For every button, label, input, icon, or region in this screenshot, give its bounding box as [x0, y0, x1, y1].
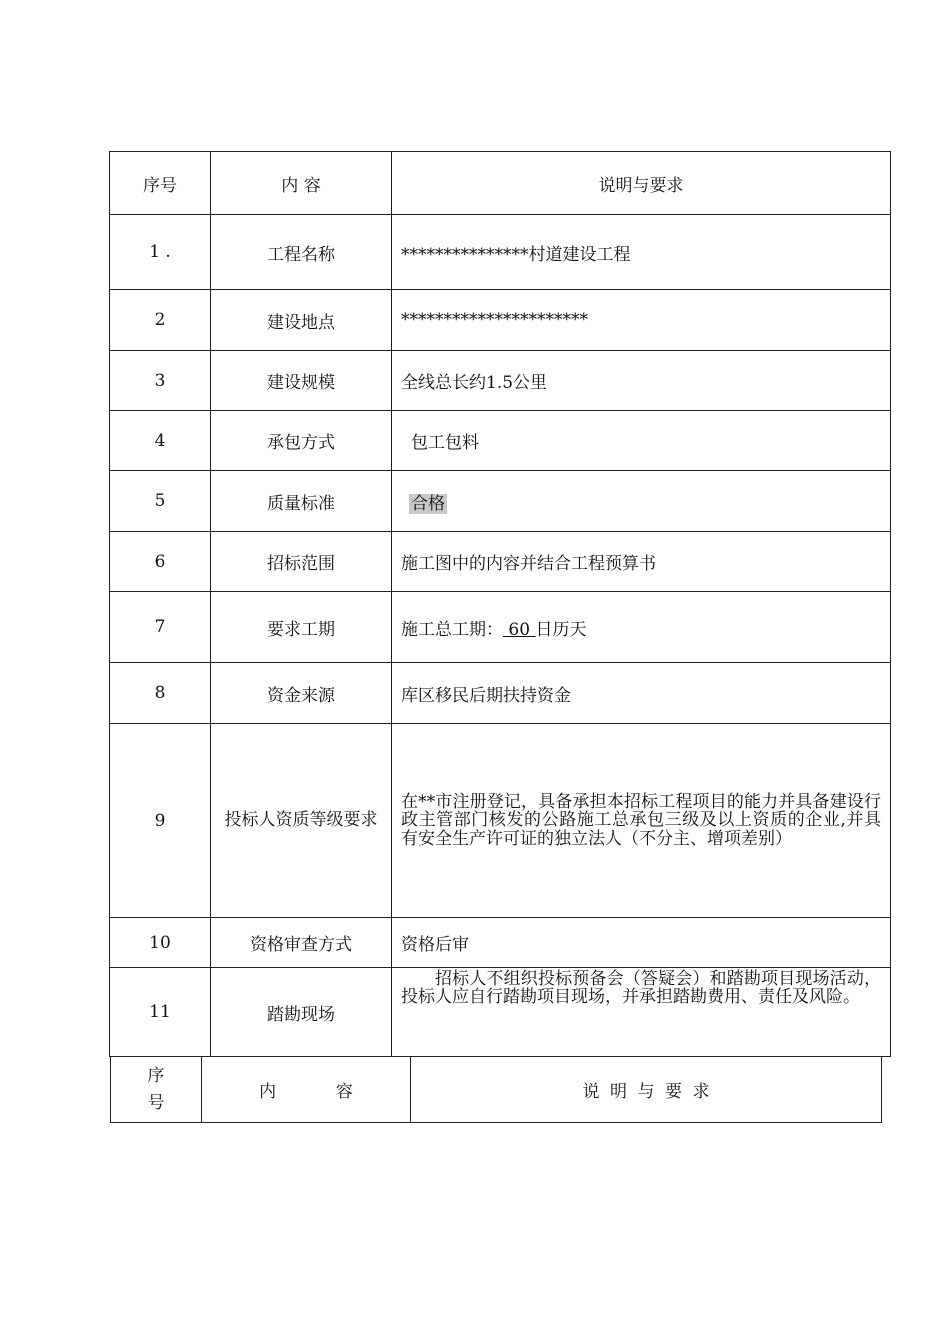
table-row	[110, 290, 891, 351]
row-item: 工程名称	[211, 215, 392, 290]
row-number: 4	[110, 411, 211, 471]
table-row	[110, 411, 891, 471]
row-description: 库区移民后期扶持资金	[392, 663, 891, 724]
row-description: 施工图中的内容并结合工程预算书	[392, 532, 891, 592]
table-row	[110, 471, 891, 532]
row-description: 在**市注册登记，具备承担本招标工程项目的能力并具备建设行政主管部门核发的公路施工总承包三级及以上资质的企业,并具有安全生产许可证的独立法人（不分主、增项差别）	[392, 724, 891, 918]
row-number: 7	[110, 592, 211, 663]
row-item: 投标人资质等级要求	[211, 724, 392, 918]
table-row	[110, 918, 891, 968]
header-number: 序号	[110, 152, 211, 215]
row-item: 资格审查方式	[211, 918, 392, 968]
row-item: 踏勘现场	[211, 968, 392, 1057]
row-item: 承包方式	[211, 411, 392, 471]
row-item: 建设地点	[211, 290, 392, 351]
table-row	[110, 724, 891, 918]
row-number: 2	[110, 290, 211, 351]
table-header-row	[110, 152, 891, 215]
header-description: 说明与要求	[392, 152, 891, 215]
row-item: 资金来源	[211, 663, 392, 724]
row-number: 8	[110, 663, 211, 724]
header-description: 说 明 与 要 求	[411, 1057, 882, 1123]
row-number: 10	[110, 918, 211, 968]
continued-table-header	[110, 1056, 882, 1123]
duration-prefix: 施工总工期：	[401, 619, 503, 640]
highlighted-text: 合格	[411, 493, 445, 514]
row-description: **********************	[392, 290, 891, 351]
row-number: 11	[110, 968, 211, 1057]
row-number: 1 .	[110, 215, 211, 290]
row-description	[392, 592, 891, 663]
row-item: 招标范围	[211, 532, 392, 592]
row-description: ***************村道建设工程	[392, 215, 891, 290]
table-row	[110, 968, 891, 1057]
duration-value: 60	[508, 619, 531, 640]
row-number: 5	[110, 471, 211, 532]
duration-suffix: 日历天	[535, 619, 587, 640]
row-description: 资格后审	[392, 918, 891, 968]
table-row	[110, 215, 891, 290]
row-description	[392, 471, 891, 532]
row-item: 质量标准	[211, 471, 392, 532]
row-item: 要求工期	[211, 592, 392, 663]
bid-info-table	[109, 151, 891, 1057]
table-row	[110, 592, 891, 663]
header-content: 内 容	[202, 1057, 411, 1123]
header-number: 序号	[111, 1057, 202, 1123]
row-number: 3	[110, 351, 211, 411]
row-number: 6	[110, 532, 211, 592]
row-description: 招标人不组织投标预备会（答疑会）和踏勘项目现场活动，投标人应自行踏勘项目现场，并承担踏勘费用、责任及风险。	[392, 968, 891, 1057]
table-row	[110, 351, 891, 411]
row-description: 包工包料	[392, 411, 891, 471]
header-content: 内 容	[211, 152, 392, 215]
row-description: 全线总长约1.5公里	[392, 351, 891, 411]
row-number: 9	[110, 724, 211, 918]
table-row	[110, 532, 891, 592]
table-header-row	[111, 1057, 882, 1123]
table-row	[110, 663, 891, 724]
row-item: 建设规模	[211, 351, 392, 411]
